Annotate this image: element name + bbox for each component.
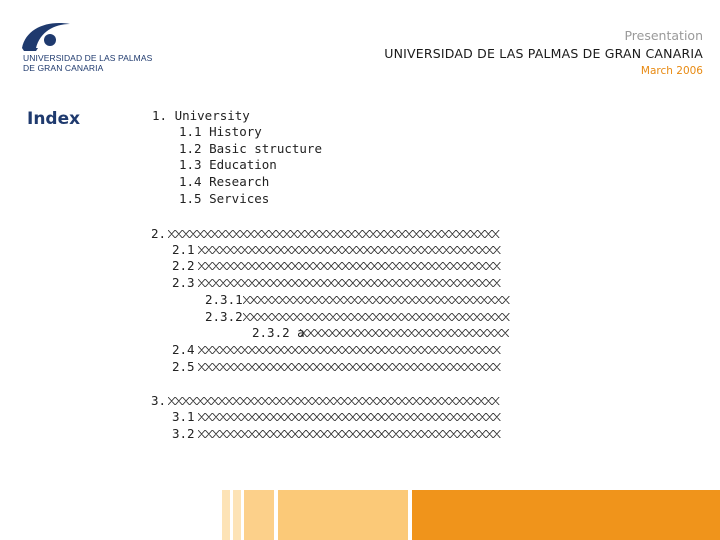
- toc-section-1: 1. University: [152, 108, 250, 123]
- placeholder-line: [198, 262, 504, 270]
- placeholder-line: [243, 296, 511, 304]
- placeholder-line: [168, 230, 503, 238]
- placeholder-line: [168, 397, 503, 405]
- footer-block: [412, 490, 720, 540]
- toc-item-1-2: 1.2 Basic structure: [179, 141, 322, 156]
- toc-item-2-3-2-a: 2.3.2 a: [252, 325, 305, 340]
- toc-item-2-3-2: 2.3.2: [205, 309, 243, 324]
- toc-section-3: 3.: [151, 393, 167, 408]
- toc-item-1-3: 1.3 Education: [179, 157, 277, 172]
- toc-item-2-1: 2.1: [172, 242, 195, 257]
- toc-item-3-1: 3.1: [172, 409, 195, 424]
- toc-item-1-4: 1.4 Research: [179, 174, 270, 189]
- logo-line-2: DE GRAN CANARIA: [23, 63, 104, 73]
- date-label: March 2006: [640, 65, 703, 77]
- placeholder-line: [198, 363, 504, 371]
- footer-color-band: [0, 490, 720, 540]
- footer-block: [244, 490, 274, 540]
- toc-item-2-4: 2.4: [172, 342, 195, 357]
- toc-item-1-1: 1.1 History: [179, 124, 262, 139]
- toc-section-2: 2.: [151, 226, 167, 241]
- toc-item-2-5: 2.5: [172, 359, 195, 374]
- placeholder-line: [198, 279, 504, 287]
- placeholder-line: [198, 246, 504, 254]
- placeholder-line: [198, 346, 504, 354]
- logo-wordmark: [23, 53, 163, 73]
- presentation-label: Presentation: [624, 28, 703, 43]
- toc-item-2-3-1: 2.3.1: [205, 292, 243, 307]
- toc-item-2-2: 2.2: [172, 258, 195, 273]
- placeholder-line: [243, 313, 511, 321]
- university-title: UNIVERSIDAD DE LAS PALMAS DE GRAN CANARIA: [384, 46, 703, 61]
- placeholder-line: [300, 329, 512, 337]
- toc-item-3-2: 3.2: [172, 426, 195, 441]
- toc-item-1-5: 1.5 Services: [179, 191, 270, 206]
- footer-stripe: [233, 490, 241, 540]
- footer-block: [278, 490, 408, 540]
- logo-emblem-icon: [20, 18, 72, 54]
- placeholder-line: [198, 413, 504, 421]
- university-logo: [20, 18, 160, 78]
- footer-stripe: [222, 490, 230, 540]
- index-heading: Index: [27, 109, 81, 129]
- placeholder-line: [198, 430, 504, 438]
- toc-item-2-3: 2.3: [172, 275, 195, 290]
- logo-line-1: UNIVERSIDAD DE LAS PALMAS: [23, 53, 153, 63]
